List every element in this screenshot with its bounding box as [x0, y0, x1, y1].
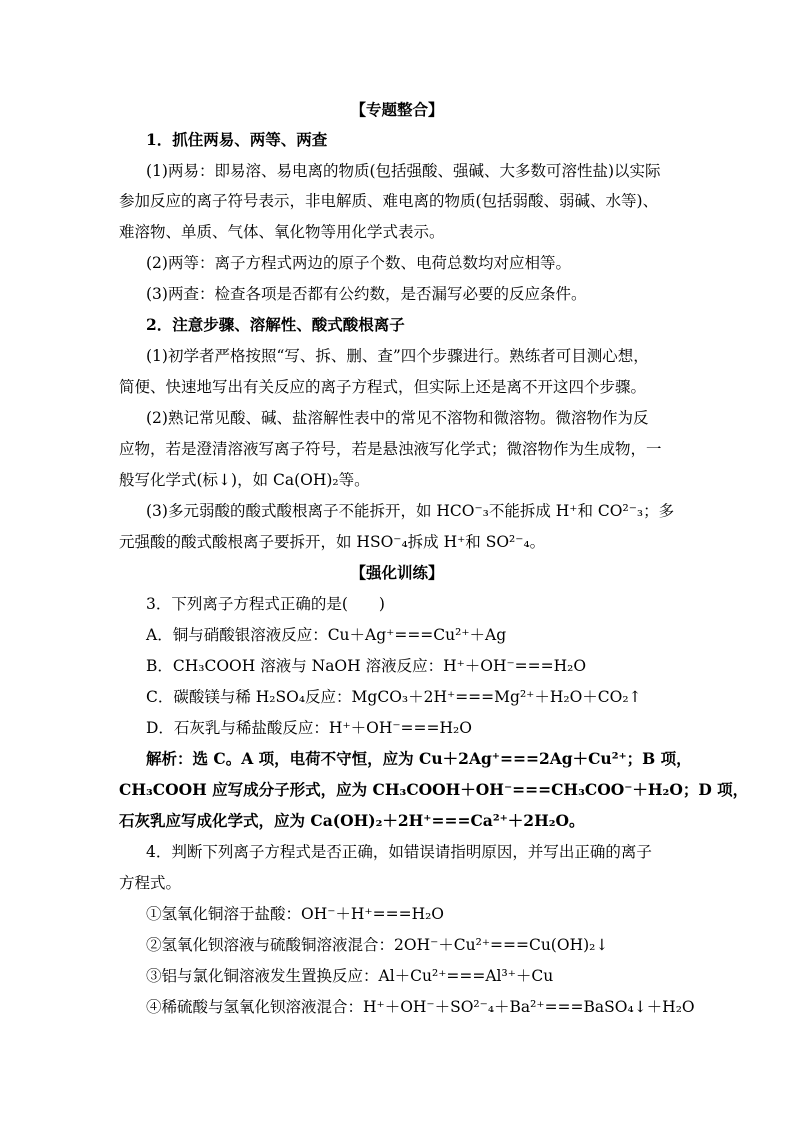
heading-2: 2．注意步骤、溶解性、酸式酸根离子 — [146, 315, 405, 334]
item-3: ③铝与氯化铜溶液发生置换反应：Al＋Cu²⁺===Al³⁺＋Cu — [146, 967, 554, 985]
answer-line-1: 解析：选 C。A 项，电荷不守恒，应为 Cu＋2Ag⁺===2Ag＋Cu²⁺；B 项， — [146, 749, 692, 768]
section-title-integration: 【专题整合】 — [350, 100, 444, 119]
option-a: A．铜与硝酸银溶液反应：Cu＋Ag⁺===Cu²⁺＋Ag — [146, 626, 507, 644]
paragraph-4-line-1: (1)初学者严格按照“写、拆、删、查”四个步骤进行。熟练者可目测心想， — [146, 347, 649, 365]
question-4-line-1: 4．判断下列离子方程式是否正确，如错误请指明原因，并写出正确的离子 — [146, 843, 652, 861]
section-title-training: 【强化训练】 — [350, 563, 444, 582]
paragraph-1-line-2: 参加反应的离子符号表示，非电解质、难电离的物质(包括弱酸、弱碱、水等)、 — [119, 192, 659, 210]
paragraph-5-line-2: 应物，若是澄清溶液写离子符号，若是悬浊液写化学式；微溶物作为生成物，一 — [119, 440, 662, 458]
item-2: ②氢氧化钡溶液与硫酸铜溶液混合：2OH⁻＋Cu²⁺===Cu(OH)₂↓ — [146, 936, 609, 954]
option-c: C．碳酸镁与稀 H₂SO₄反应：MgCO₃＋2H⁺===Mg²⁺＋H₂O＋CO₂↑ — [146, 688, 642, 706]
option-d: D．石灰乳与稀盐酸反应：H⁺＋OH⁻===H₂O — [146, 719, 472, 737]
item-4: ④稀硫酸与氢氧化钡溶液混合：H⁺＋OH⁻＋SO²⁻₄＋Ba²⁺===BaSO₄↓＋H₂O — [146, 998, 695, 1016]
answer-line-3: 石灰乳应写成化学式，应为 Ca(OH)₂＋2H⁺===Ca²⁺＋2H₂O。 — [119, 811, 585, 830]
paragraph-5-line-1: (2)熟记常见酸、碱、盐溶解性表中的常见不溶物和微溶物。微溶物作为反 — [146, 409, 649, 427]
item-1: ①氢氧化铜溶于盐酸：OH⁻＋H⁺===H₂O — [146, 905, 445, 923]
paragraph-5-line-3: 般写化学式(标↓)，如 Ca(OH)₂等。 — [119, 471, 370, 489]
paragraph-6-line-1: (3)多元弱酸的酸式酸根离子不能拆开，如 HCO⁻₃不能拆成 H⁺和 CO²⁻₃；多 — [146, 502, 675, 520]
paragraph-4-line-2: 简便、快速地写出有关反应的离子方程式，但实际上还是离不开这四个步骤。 — [119, 378, 647, 396]
question-4-line-2: 方程式。 — [119, 874, 182, 892]
paragraph-1-line-1: (1)两易：即易溶、易电离的物质(包括强酸、强碱、大多数可溶性盐)以实际 — [146, 162, 661, 180]
option-b: B．CH₃COOH 溶液与 NaOH 溶液反应：H⁺＋OH⁻===H₂O — [146, 657, 587, 675]
paragraph-3: (3)两查：检查各项是否都有公约数，是否漏写必要的反应条件。 — [146, 285, 587, 303]
heading-1: 1．抓住两易、两等、两查 — [146, 130, 328, 149]
paragraph-6-line-2: 元强酸的酸式酸根离子要拆开，如 HSO⁻₄拆成 H⁺和 SO²⁻₄。 — [119, 533, 546, 551]
answer-line-2: CH₃COOH 应写成分子形式，应为 CH₃COOH＋OH⁻===CH₃COO⁻＋H₂O；D 项， — [119, 780, 749, 799]
question-3: 3．下列离子方程式正确的是( ) — [146, 595, 385, 613]
paragraph-2: (2)两等：离子方程式两边的原子个数、电荷总数均对应相等。 — [146, 254, 571, 272]
paragraph-1-line-3: 难溶物、单质、气体、氧化物等用化学式表示。 — [119, 223, 445, 241]
